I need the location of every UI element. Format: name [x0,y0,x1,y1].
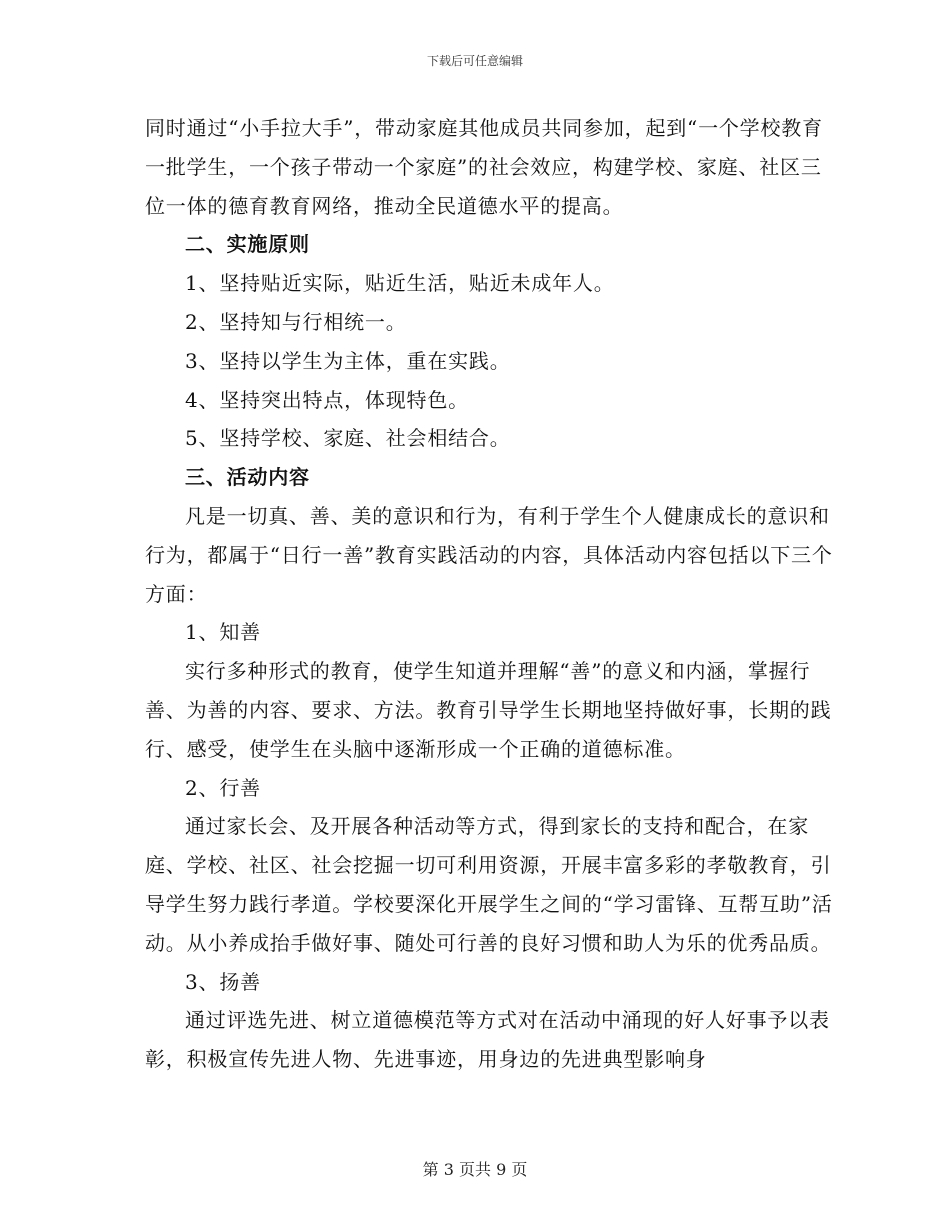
page-number-footer: 第 3 页共 9 页 [422,1160,528,1179]
section-heading: 二、实施原则 [185,232,310,257]
paragraph: 同时通过“小手拉大手”，带动家庭其他成员共同参加，起到“一个学校教育一批学生，一个孩子带动一个家庭”的社会效应，构建学校、家庭、社区三位一体的德育教育网络，推动全民道德水平的提高。 [145,116,823,218]
document-body [145,109,835,1079]
subsection-heading: 1、知善 [185,620,261,645]
list-item: 3、坚持以学生为主体，重在实践。 [185,348,511,373]
list-item: 5、坚持学校、家庭、社会相结合。 [185,426,511,451]
list-item: 4、坚持突出特点，体现特色。 [185,387,469,412]
paragraph: 凡是一切真、善、美的意识和行为，有利于学生个人健康成长的意识和行为，都属于“日行一善”教育实践活动的内容，具体活动内容包括以下三个方面： [145,503,833,606]
section-heading: 三、活动内容 [185,465,310,490]
page-header: 下载后可任意编辑 [426,54,523,68]
list-item: 2、坚持知与行相统一。 [185,309,407,334]
paragraph: 通过家长会、及开展各种活动等方式，得到家长的支持和配合，在家庭、学校、社区、社会挖掘一切可利用资源，开展丰富多彩的孝敬教育，引导学生努力践行孝道。学校要深化开展学生之间的“学习雷锋、互帮互助”活动。从小养成抬手做好事、随处可行善的良好习惯和助人为乐的优秀品质。 [145,814,833,955]
list-item: 1、坚持贴近实际，贴近生活，贴近未成年人。 [185,271,615,296]
paragraph: 通过评选先进、树立道德模范等方式对在活动中涌现的好人好事予以表彰，积极宣传先进人物、先进事迹，用身边的先进典型影响身 [145,1008,830,1072]
paragraph: 实行多种形式的教育，使学生知道并理解“善”的意义和内涵，掌握行善、为善的内容、要求、方法。教育引导学生长期地坚持做好事，长期的践行、感受，使学生在头脑中逐渐形成一个正确的道德标准。 [145,659,832,761]
subsection-heading: 2、行善 [185,775,261,800]
subsection-heading: 3、扬善 [185,969,261,994]
